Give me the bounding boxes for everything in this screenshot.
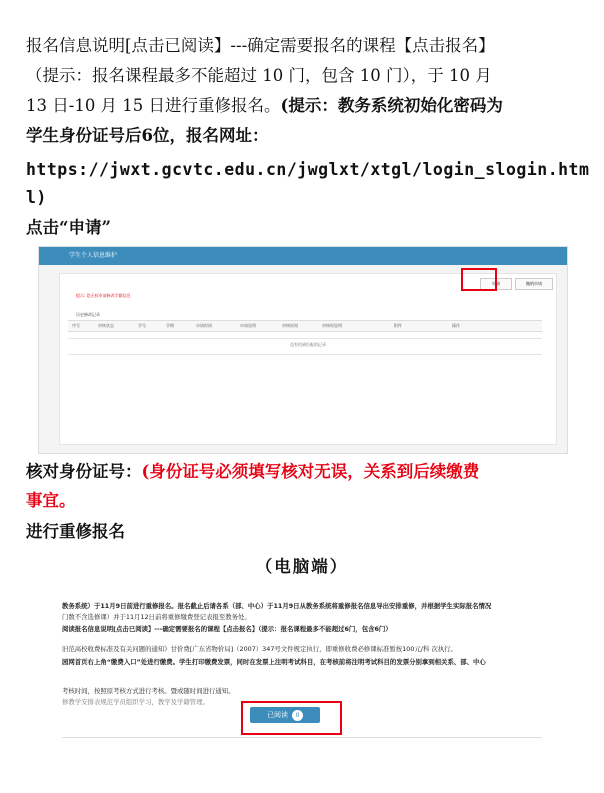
instruction-line-4: 学生身份证号后6位，报名网址：	[26, 126, 269, 145]
instruction-line-2: （提示：报名课程最多不能超过 10 门，包含 10 门），于 10 月	[26, 66, 492, 85]
column-header: 审核状态	[98, 323, 114, 328]
instruction-dates: 13 日-10 月 15 日进行重修报名。	[26, 96, 281, 115]
notice-line	[62, 644, 457, 654]
login-url-part-2[interactable]: l)	[26, 188, 47, 207]
column-header: 审核时间	[282, 323, 298, 328]
column-header: 学号	[138, 323, 146, 328]
step-register: 进行重修报名	[26, 522, 125, 541]
column-header: 申请说明	[240, 323, 256, 328]
verify-id-line-2: 事宜。	[26, 491, 76, 510]
notice-line: 门数不含选修课）并于11月12日前将重修缴费登记表报至教务处。	[62, 613, 251, 621]
screenshot-header: 学生个人信息维护	[39, 247, 567, 265]
instruction-line-3	[26, 92, 582, 120]
notice-rest: [广东省物价局]（2007）347号文件规定执行，即重修收费必修课标准暂按100元/科 次执行。	[189, 645, 457, 653]
divider	[68, 338, 542, 339]
cancel-apply-button[interactable]: 撤销申请	[515, 278, 553, 290]
divider	[68, 354, 542, 355]
verify-id-line-1	[26, 458, 582, 486]
notice-line: 考核时间，按照原考核方式进行考核。暨或随时间进行通知。	[62, 687, 235, 695]
column-header: 学期	[166, 323, 174, 328]
read-count-badge: 0	[292, 710, 303, 721]
notice-line: 修教学安排表规范学员组织学习，教学及学籍管理。	[62, 698, 209, 706]
login-url-part-1[interactable]: https://jwxt.gcvtc.edu.cn/jwglxt/xtgl/login_slogin.htm	[26, 160, 590, 179]
notice-text: 提示: 您无权申请修改学籍信息	[76, 293, 131, 298]
notice-line: 教务系统）于11月9日前进行重修报名。报名截止后请各系（部、中心）于11月9日从教务系统将重修报名信息导出安排重修，并根据学生实际报名情况	[62, 602, 492, 610]
column-header: 序号	[72, 323, 80, 328]
notice-line: 阅读报名信息说明[点击已阅读】---确定需要报名的课程【点击报名】（提示：报名课程最多不能超过6门，包含6门）	[62, 625, 392, 633]
divider	[62, 737, 542, 738]
notice-line: 园网首页右上角“缴费入口”处进行缴费。学生打印缴费发票，同时在发票上注明考试科目，在考核前将注明考试科目的发票分别拿到相关系、部、中心	[62, 658, 486, 666]
pc-label: （电脑端）	[255, 557, 349, 576]
screenshot-panel	[59, 273, 557, 445]
history-table-header	[68, 320, 542, 332]
instruction-line-1: 报名信息说明[点击已阅读】---确定需要报名的课程【点击报名】	[26, 36, 495, 55]
notice-prefix: 旧范高校收费标准及有关问题的通知》甘价费	[62, 645, 190, 653]
empty-table-message: 没有找到匹配的记录	[290, 342, 326, 347]
apply-button[interactable]: 申请	[480, 278, 512, 290]
column-header: 申请时间	[196, 323, 212, 328]
password-hint: (提示：教务系统初始化密码为	[280, 96, 503, 115]
column-header: 操作	[452, 323, 460, 328]
column-header: 审核时说明	[322, 323, 342, 328]
apply-highlight-box	[461, 268, 497, 291]
verify-id-label: 核对身份证号：	[26, 462, 142, 481]
read-button-highlight-box	[241, 701, 342, 735]
read-button-label: 已阅读	[267, 711, 288, 719]
step-click-apply: 点击“申请”	[26, 218, 111, 237]
column-header: 附件	[394, 323, 402, 328]
verify-id-warning: (身份证号必须填写核对无误，关系到后续缴费	[141, 462, 480, 481]
history-table-title: 历史修改记录	[76, 312, 100, 317]
